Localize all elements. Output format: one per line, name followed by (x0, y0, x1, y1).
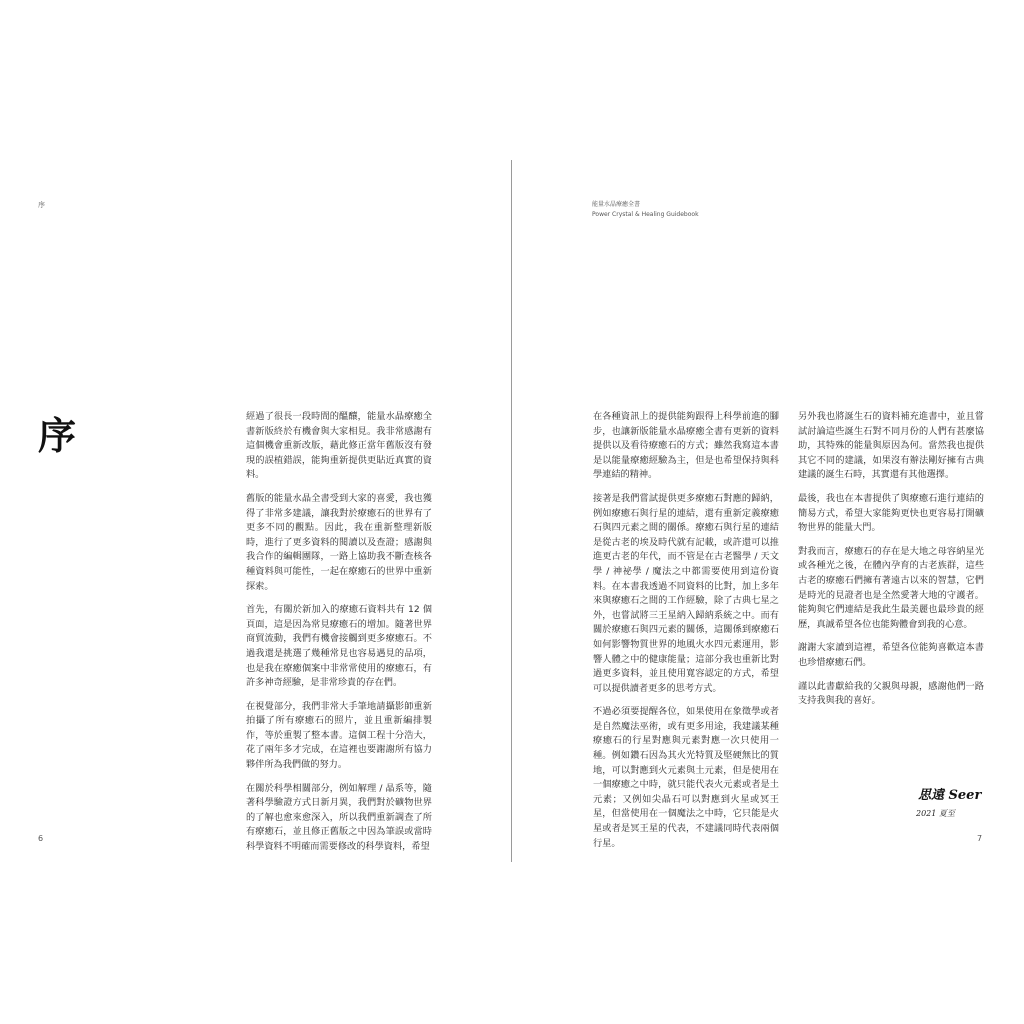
running-head-right (592, 200, 699, 220)
paragraph: 在視覺部分，我們非常大手筆地請攝影師重新拍攝了所有療癒石的照片，並且重新編排製作，等於重製了整本書。這個工程十分浩大，花了兩年多才完成，在這裡也要謝謝所有協力夥伴所為我們做的努力。 (246, 700, 432, 771)
paragraph: 最後，我也在本書提供了與療癒石進行連結的簡易方式，希望大家能夠更快也更容易打開礦物世界的能量大門。 (798, 492, 984, 534)
paragraph: 不過必須要提醒各位，如果使用在象徵學或者是自然魔法巫術，或有更多用途，我建議某種療癒石的行星對應與元素對應一次只使用一種。例如鑽石因為其火光特質及堅硬無比的質地，可以對應到火元素與土元素，但是使用在一個療癒之中時，就只能代表火元素或者是土元素；又例如尖晶石可以對應到火星或冥王星，但當使用在一個魔法之中時，它只能是火星或者是冥王星的代表，不建議同時代表兩個行星。 (593, 706, 779, 849)
page-number-right: 7 (977, 834, 983, 843)
paragraph: 對我而言，療癒石的存在是大地之母容納星光或各種光之後，在體內孕育的古老族群，這些古老的療癒石們擁有著遠古以來的智慧，它們是時光的見證者也是全然愛著大地的守護者。能夠與它們連結是我此生最美麗也最珍貴的經歷，真誠希望各位也能夠體會到我的心意。 (798, 545, 984, 630)
paragraph: 舊版的能量水晶全書受到大家的喜愛，我也獲得了非常多建議，讓我對於療癒石的世界有了更多不同的觀點。因此，我在重新整理新版時，進行了更多資料的閱讀以及查證；感謝與我合作的編輯團隊，一路上協助我不斷查核各種資料與可能性，一起在療癒石的世界中重新探索。 (246, 492, 432, 592)
book-title-zh: 能量水晶療癒全書 (592, 201, 641, 208)
paragraph: 接著是我們嘗試提供更多療癒石對應的歸納，例如療癒石與行星的連結，還有重新定義療癒石與四元素之間的關係。療癒石與行星的連結是從古老的埃及時代就有記載，或許還可以推進更古老的年代，而不管是在古老醫學 / 天文學 / 神祕學 / 魔法之中都需要使用到這份資料。在本書我透過不同資料的比對，加上多年來與療癒石之間的工作經驗，除了古典七星之外，也嘗試將三王星納入歸納系統之中。而有關於療癒石與四元素的關係，這關係到療癒石如何影響物質世界的地風火水四元素運用，影響人體之中的健康能量；這部分我也重新比對過更多資料，並且使用寬容認定的方式，希望可以提供讀者更多的思考方式。 (593, 492, 779, 694)
author-signature: 思遠 Seer (918, 788, 982, 803)
left-page-body (246, 410, 432, 864)
right-page-column-b (798, 410, 984, 718)
signature-date: 2021 夏至 (916, 809, 955, 818)
page-number-left: 6 (38, 834, 44, 843)
paragraph: 在各種資訊上的提供能夠跟得上科學前進的腳步，也讓新版能量水晶療癒全書有更新的資料提供以及看待療癒石的方式；雖然我寫這本書是以能量療癒經驗為主，但是也希望保持與科學連結的精神。 (593, 411, 779, 481)
paragraph: 經過了很長一段時間的醞釀，能量水晶療癒全書新版終於有機會與大家相見。我非常感謝有這個機會重新改版，藉此修正當年舊版沒有發現的誤植錯誤，能夠重新提供更貼近真實的資料。 (246, 411, 432, 481)
paragraph: 首先，有關於新加入的療癒石資料共有 12 個頁面，這是因為常見療癒石的增加。隨著世界商貿流動，我們有機會接觸到更多療癒石。不過我還是挑選了幾種常見也容易遇見的品項，也是我在療癒個案中非常常使用的療癒石，有許多神奇經驗，是非常珍貴的存在們。 (246, 604, 432, 689)
paragraph: 謹以此書獻給我的父親與母親，感謝他們一路支持我與我的喜好。 (798, 680, 984, 707)
right-page-column-a (593, 410, 779, 860)
book-spine-divider (511, 160, 512, 862)
running-head-left: 序 (38, 201, 45, 209)
paragraph: 謝謝大家讀到這裡，希望各位能夠喜歡這本書也珍惜療癒石們。 (798, 642, 984, 668)
paragraph: 在關於科學相關部分，例如解理 / 晶系等，隨著科學驗證方式日新月異，我們對於礦物世界的了解也愈來愈深入，所以我們重新調查了所有療癒石，並且修正舊版之中因為筆誤或當時科學資料不明確而需要修改的科學資料，希望 (246, 782, 432, 853)
book-title-en: Power Crystal & Healing Guidebook (592, 211, 699, 218)
paragraph: 另外我也將誕生石的資料補充進書中，並且嘗試討論這些誕生石對不同月份的人們有甚麼協助，其特殊的能量與原因為何。當然我也提供其它不同的建議，如果沒有辦法剛好擁有古典建議的誕生石時，其實還有其他選擇。 (798, 411, 984, 481)
chapter-title: 序 (38, 413, 77, 458)
